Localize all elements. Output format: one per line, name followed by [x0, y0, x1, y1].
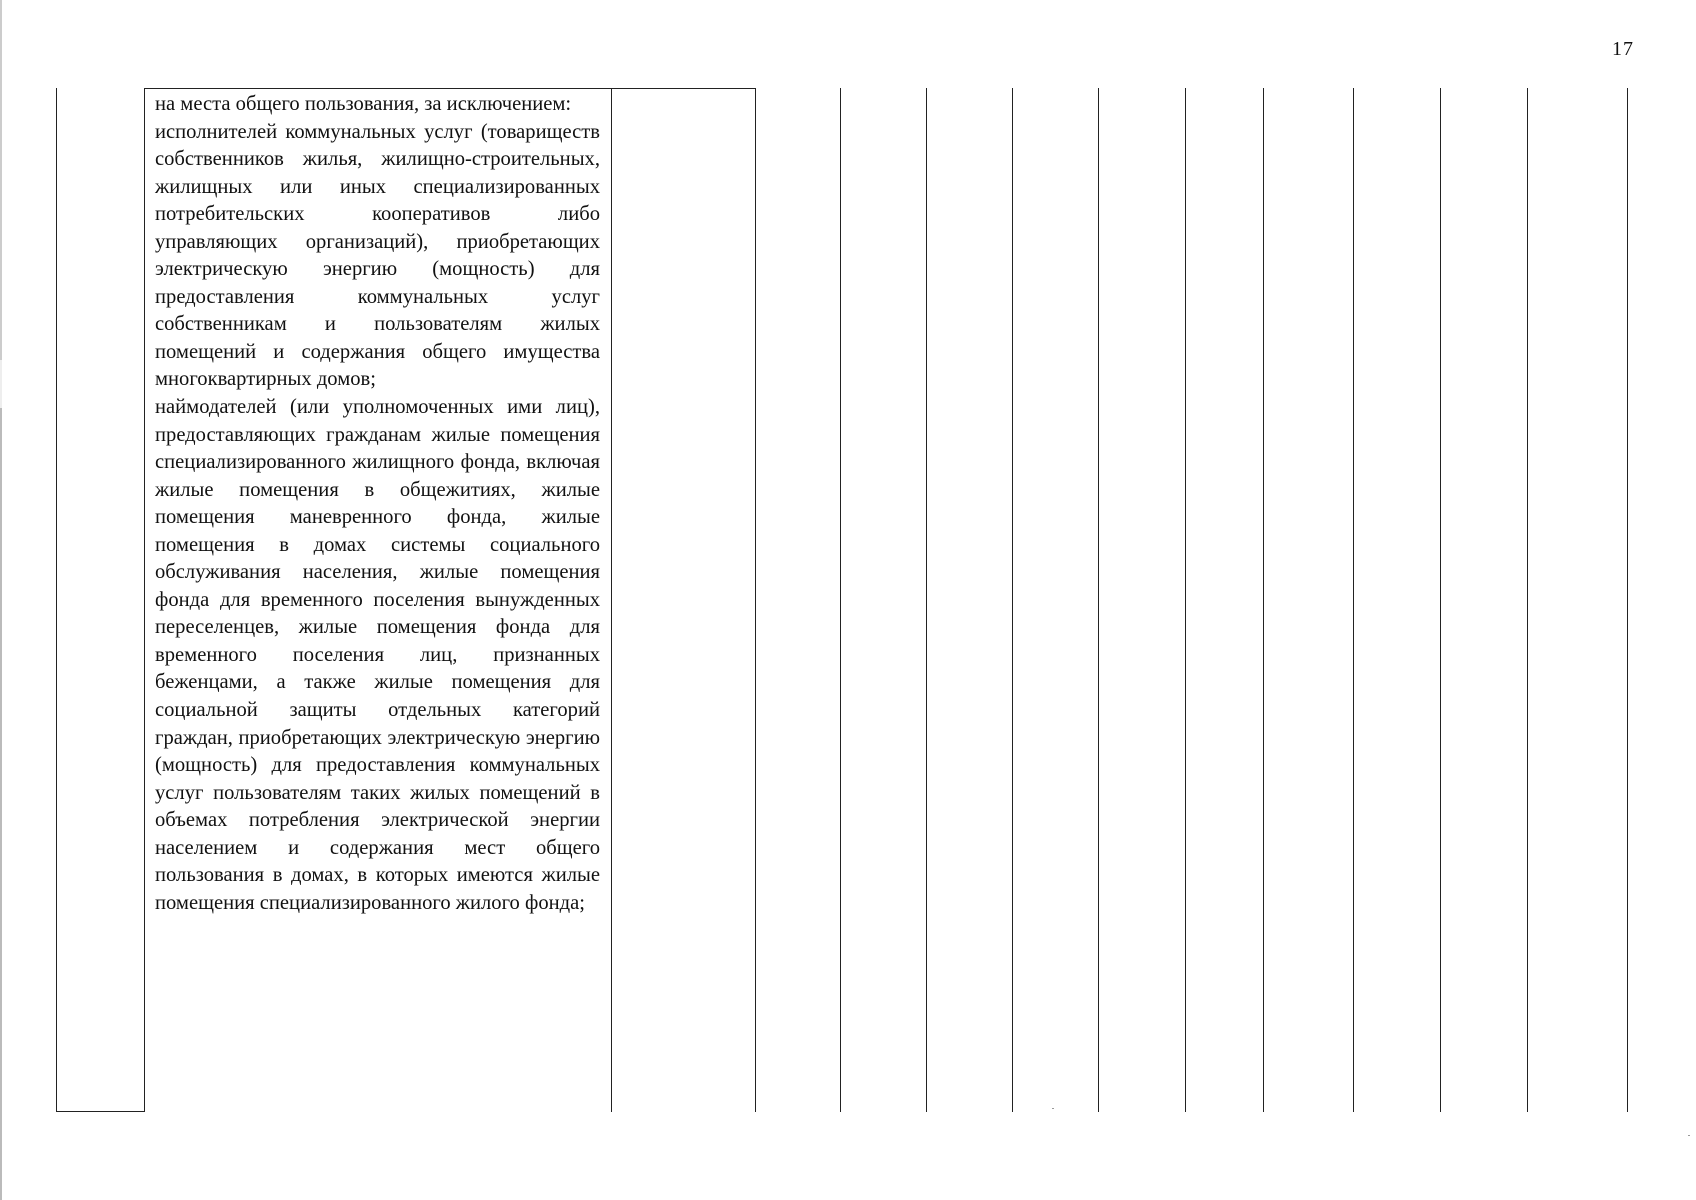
table-border-col6 — [1012, 88, 1013, 1112]
table-border-col7 — [1098, 88, 1099, 1112]
page-number: 17 — [1612, 38, 1634, 60]
table-border-col9 — [1263, 88, 1264, 1112]
cell-paragraph-intro: на места общего пользования, за исключением: — [155, 93, 572, 115]
table-border-left — [56, 88, 57, 1111]
table-border-col1 — [144, 88, 145, 1112]
table-border-text-top — [144, 88, 756, 89]
scan-speck — [1688, 1135, 1690, 1136]
table-border-col4 — [840, 88, 841, 1112]
table-border-col12 — [1527, 88, 1528, 1112]
table-border-col11 — [1440, 88, 1441, 1112]
table-border-col5 — [926, 88, 927, 1112]
table-border-bottom-first-col — [56, 1111, 144, 1112]
table-border-col3 — [755, 88, 756, 1112]
table-border-col13 — [1627, 88, 1628, 1112]
cell-paragraph-utility-providers: исполнителей коммунальных услуг (товариществ собственников жилья, жилищно-строительных, жилищных или иных специализированных потребительских кооперативов либо управляющих организаций), приобретающих электрическую энергию (мощность) для предоставления коммунальных услуг собственникам и пользователям жилых помещений и содержания общего имущества многоквартирных домов; — [155, 120, 600, 391]
scan-speck — [1052, 1108, 1054, 1109]
scan-left-edge — [0, 0, 2, 1200]
table-border-col8 — [1185, 88, 1186, 1112]
table-border-col2 — [611, 88, 612, 1112]
table-border-col10 — [1353, 88, 1354, 1112]
cell-paragraph-landlords: наймодателей (или уполномоченных ими лиц), предоставляющих гражданам жилые помещения специализированного жилищного фонда, включая жилые помещения в общежитиях, жилые помещения маневренного фонда, жилые помещения в домах системы социального обслуживания населения, жилые помещения фонда для временного поселения вынужденных переселенцев, жилые помещения фонда для временного поселения лиц, признанных беженцами, а также жилые помещения для социальной защиты отдельных категорий граждан, приобретающих электрическую энергию (мощность) для предоставления коммунальных услуг пользователям таких жилых помещений в объемах потребления электрической энергии населением и содержания мест общего пользования в домах, в которых имеются жилые помещения специализированного жилого фонда; — [155, 396, 600, 914]
table-cell-text — [155, 91, 600, 917]
